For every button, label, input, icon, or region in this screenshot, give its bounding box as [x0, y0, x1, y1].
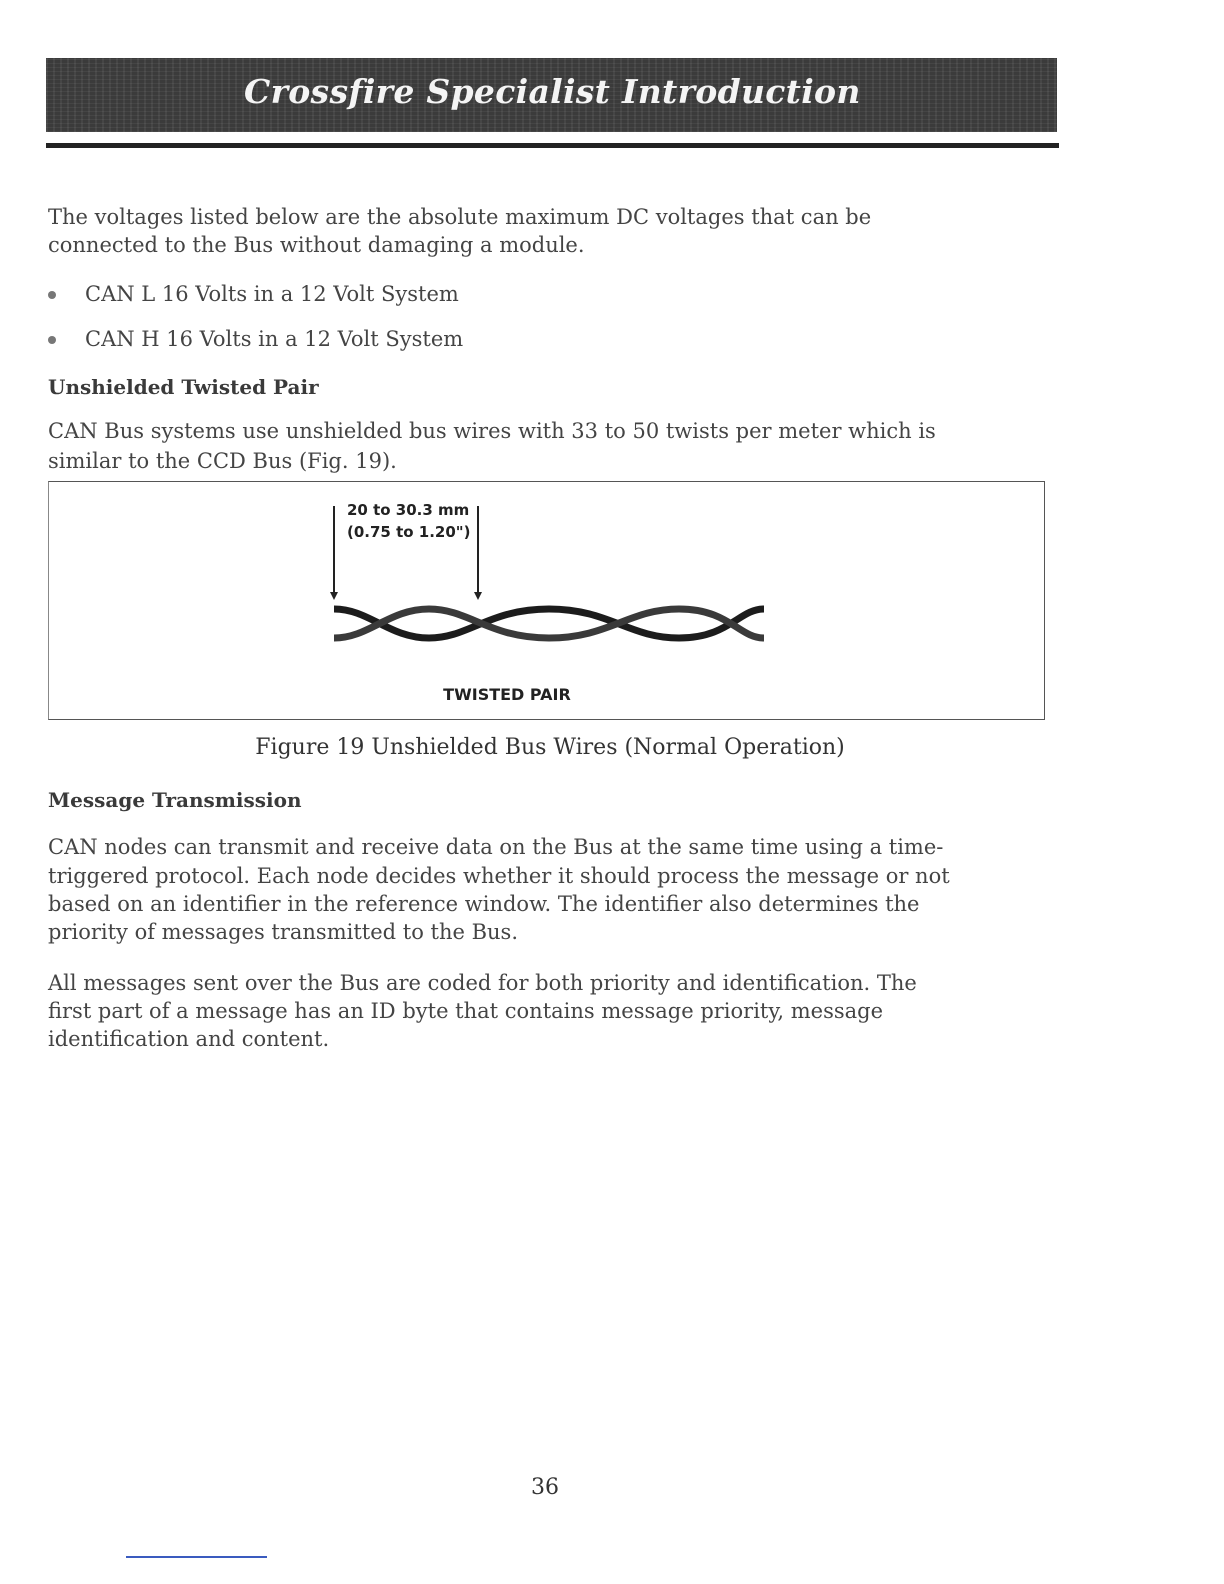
header-rule — [46, 143, 1059, 148]
para1-line-1: CAN nodes can transmit and receive data on the Bus at the same time using a time- — [48, 835, 944, 859]
intro-line-2: connected to the Bus without damaging a module. — [48, 233, 585, 257]
para2-line-1: All messages sent over the Bus are coded for both priority and identification. The — [48, 971, 917, 995]
header-banner — [46, 58, 1057, 132]
section1-line-1: CAN Bus systems use unshielded bus wires with 33 to 50 twists per meter which is — [48, 419, 936, 443]
para1-line-3: based on an identifier in the reference window. The identifier also determines the — [48, 892, 920, 916]
section-heading-message-transmission: Message Transmission — [48, 788, 302, 812]
page-title: Crossfire Specialist Introduction — [244, 72, 861, 111]
para2-line-3: identification and content. — [48, 1027, 330, 1051]
section-heading-twisted-pair: Unshielded Twisted Pair — [48, 375, 319, 399]
dimension-right-arrow-icon — [474, 592, 482, 600]
dimension-label-mm: 20 to 30.3 mm — [347, 501, 470, 519]
twisted-pair-diagram — [49, 482, 1044, 719]
bullet-dot-icon — [48, 291, 56, 299]
twisted-pair-label: TWISTED PAIR — [443, 685, 571, 704]
bullet-text: CAN L 16 Volts in a 12 Volt System — [85, 282, 459, 306]
page-number: 36 — [531, 1475, 559, 1500]
section1-line-2: similar to the CCD Bus (Fig. 19). — [48, 449, 397, 473]
dimension-left-arrow-icon — [330, 592, 338, 600]
footer-line — [126, 1556, 267, 1558]
dimension-label-in: (0.75 to 1.20") — [347, 523, 471, 541]
para1-line-2: triggered protocol. Each node decides whether it should process the message or not — [48, 864, 950, 888]
figure-box — [48, 481, 1045, 720]
figure-caption: Figure 19 Unshielded Bus Wires (Normal Operation) — [255, 735, 845, 760]
intro-line-1: The voltages listed below are the absolute maximum DC voltages that can be — [48, 205, 872, 229]
bullet-text: CAN H 16 Volts in a 12 Volt System — [85, 327, 464, 351]
bullet-dot-icon — [48, 336, 56, 344]
para1-line-4: priority of messages transmitted to the Bus. — [48, 920, 518, 944]
para2-line-2: first part of a message has an ID byte that contains message priority, message — [48, 999, 884, 1023]
